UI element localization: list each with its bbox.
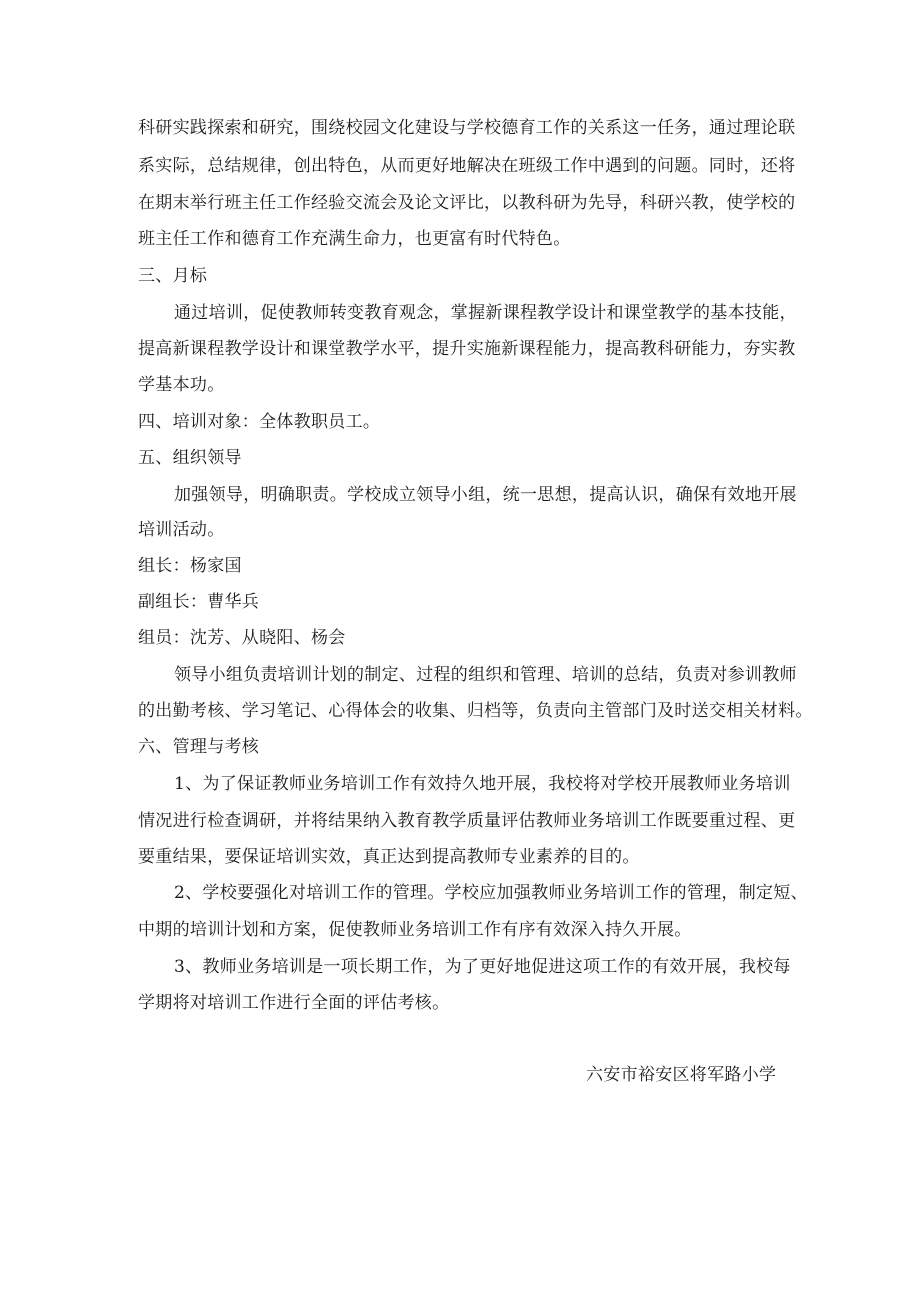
paragraph-line: 领导小组负责培训计划的制定、过程的组织和管理、培训的总结，负责对参训教师 [174,665,797,685]
paragraph-line: 加强领导，明确职责。学校成立领导小组，统一思想，提高认识，确保有效地开展 [174,485,797,505]
paragraph-line: 学期将对培训工作进行全面的评估考核。 [138,993,450,1013]
deputy-leader-line: 副组长：曹华兵 [138,592,260,612]
paragraph-line: 要重结果，要保证培训实效，真正达到提高教师专业素养的目的。 [138,847,640,867]
members-line: 组员：沈芳、从晓阳、杨会 [138,628,346,648]
paragraph-line: 在期末举行班主任工作经验交流会及论文评比，以教科研为先导，科研兴教，使学校的 [138,193,796,213]
section-heading: 六、管理与考核 [138,737,260,757]
paragraph-line: 班主任工作和德育工作充满生命力，也更富有时代特色。 [138,229,571,249]
signature-line: 六安市裕安区将军路小学 [586,1065,777,1085]
section-heading: 四、培训对象：全体教职员工。 [138,412,381,432]
paragraph-line: 学基本功。 [138,375,225,395]
paragraph-line: 情况进行检查调研，并将结果纳入教育教学质量评估教师业务培训工作既要重过程、更 [138,811,796,831]
paragraph-line: 培训活动。 [138,520,225,540]
paragraph-line: 中期的培训计划和方案，促使教师业务培训工作有序有效深入持久开展。 [138,920,692,940]
paragraph-line: 通过培训，促使教师转变教育观念，掌握新课程教学设计和课堂教学的基本技能， [174,303,797,323]
paragraph-line: 3、教师业务培训是一项长期工作，为了更好地促进这项工作的有效开展，我校每 [174,957,791,977]
section-heading: 三、月标 [138,266,208,286]
paragraph-line: 2、学校要强化对培训工作的管理。学校应加强教师业务培训工作的管理，制定短、 [174,883,808,903]
paragraph-line: 1、为了保证教师业务培训工作有效持久地开展，我校将对学校开展教师业务培训 [174,774,791,794]
paragraph-line: 的出勤考核、学习笔记、心得体会的收集、归档等，负责向主管部门及时送交相关材料。 [138,701,813,721]
paragraph-line: 提高新课程教学设计和课堂教学水平，提升实施新课程能力，提高教科研能力，夯实教 [138,339,796,359]
paragraph-line: 科研实践探索和研究，围绕校园文化建设与学校德育工作的关系这一任务，通过理论联 [138,118,796,138]
section-heading: 五、组织领导 [138,448,242,468]
leader-line: 组长：杨家国 [138,556,242,576]
paragraph-line: 系实际，总结规律，创出特色，从而更好地解决在班级工作中遇到的问题。同时，还将 [138,156,796,176]
